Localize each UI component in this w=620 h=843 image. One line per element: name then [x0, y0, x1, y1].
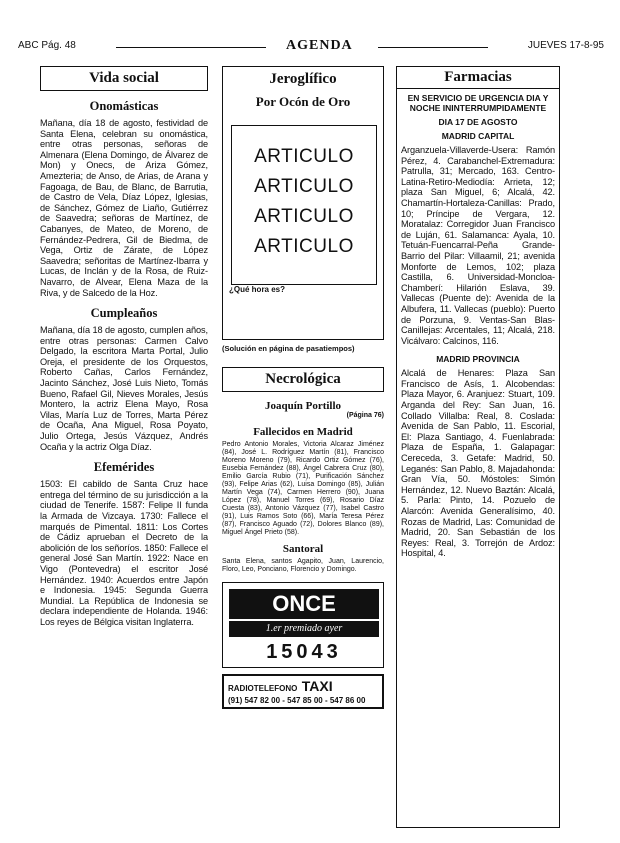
taxi-label: RADIOTELEFONO: [228, 684, 298, 693]
page-number: ABC Pág. 48: [18, 40, 76, 51]
farmacias-service: EN SERVICIO DE URGENCIA DIA Y NOCHE ININTERRUMPIDAMENTE: [407, 93, 549, 113]
middle-column: [222, 66, 384, 796]
onomasticas-title: Onomásticas: [89, 99, 159, 113]
fallecidos-title: Fallecidos en Madrid: [253, 426, 353, 438]
page-header: [18, 38, 604, 54]
jeroglifico-solution-note: (Solución en página de pasatiempos): [222, 344, 355, 353]
cumpleanos-title: Cumpleaños: [90, 306, 158, 321]
necrologica-title: Necrológica: [222, 367, 384, 392]
jeroglifico-byline: Por Ocón de Oro: [255, 94, 351, 109]
once-lottery-box: [222, 582, 384, 668]
onomasticas-text: Mañana, día 18 de agosto, festividad de Santa Elena, celebran su onomástica, entre otras personas, señoras de Almenara (Elena Domingo, de Álvarez de Mon) y Onecs, de Ariza Gómez, Amezteria; de Anso, de Arias, de Arana y Fagoaga, de Bau, de Blanc, de Barrutia, de Castro de Vela, Díaz López, Iglesias, de Sánchez, Gómez de Liaño, Gutiérrez de Saavedra; señoras de Martínez, de Cabanyes, de Mateo, de Moreno, de Fernández-Pedrera, Gil de Biedma, de Vega, Ortiz de Zárate, de López Saavedra; señoritas de Martínez-Ibarra y Lucas, de Inclán y de la Rosa, de Ruiz-Navarro, de Alvear, Elena Maza de la Riva, y de Salcedo de la Hoz.: [40, 118, 208, 298]
taxi-brand: TAXI: [301, 678, 333, 694]
madrid-capital-text: Arganzuela-Villaverde-Usera: Ramón Pérez, 4. Carabanchel-Extremadura: Patrulla, 31; Mercado, 163. Centro-Latina-Retiro-Mediodía: Arrieta, 12; plaza San Miguel, 6; Alcalá, 42. Chamartín-Hortaleza-Canillas: Prado, 10; Príncipe de Vergara, 12. Moratalaz: Corregidor Juan Francisco de Luján, 61. Salamanca: Ayala, 10. Tetuán-Fuencarral-Peña Grande-Barrio del Pilar: Villaamil, 21; avenida Monforte de Lemos, 102; plaza Castilla, 6. Universidad-Moncloa-Chamberí: Hilarión Eslava, 39. Vallecas (Puente de): Avenida de la Albufera, 11. Vallecas (pueblo): Puerto de Porzuna, 9. Ventas-San Blas-Canillejas: Arcentales, 11; Alcalá, 218. Vicálvaro: Calcinos, 116.: [401, 145, 555, 346]
vida-social-title: Vida social: [40, 66, 208, 91]
madrid-capital-title: MADRID CAPITAL: [441, 131, 515, 141]
madrid-provincia-title: MADRID PROVINCIA: [436, 354, 520, 365]
santoral-text: Santa Elena, santos Agapito, Juan, Laurencio, Floro, Leo, Ponciano, Florencio y Domingo.: [222, 558, 384, 573]
farmacias-box: [396, 66, 560, 828]
once-logo: ONCE: [229, 589, 379, 619]
once-subtitle: 1.er premiado ayer: [229, 621, 379, 637]
puzzle-word: ARTICULO: [254, 176, 354, 197]
jeroglifico-question: ¿Qué hora es?: [229, 285, 286, 294]
puzzle-word: ARTICULO: [254, 146, 354, 167]
section-title: AGENDA: [286, 38, 353, 53]
vida-social-column: [40, 66, 208, 806]
issue-date: JUEVES 17-8-95: [527, 40, 604, 51]
santoral-title: Santoral: [282, 543, 324, 555]
taxi-ad: [222, 674, 384, 709]
header-rule-left: [116, 47, 266, 48]
madrid-provincia-text: Alcalá de Henares: Plaza San Francisco de Asís, 1. Alcobendas: Plaza Mayor, 6. Aranjuez: Stuart, 109. Arganda del Rey: San Juan, 16. Collado Villalba: Real, 8. Coslada: Avenida de San Pablo, 11. Escorial, El: Plaza Santiago, 4. Fuenlabrada: Plaza de España, 1. Galapagar: Cereceda, 3. Getafe: Madrid, 50. Leganés: San Pablo, 8. Majadahonda: Gran Vía, 50. Móstoles: Simón Hernández, 12. Nuevo Baztán: Alcalá, 5. Parla: Pinto, 14. Pozuelo de Alarcón: Avenida Generalísimo, 40. Rozas de Madrid, Las: Comunidad de Madrid, 20. San Sebastián de los Reyes: Real, 3. Torrejón de Ardoz: Hospital, 4.: [401, 368, 555, 559]
fallecidos-text: Pedro Antonio Morales, Victoria Alcaraz Jiménez (84), José L. Rodríguez Martín (81), Francisco Moreno Moreno (79), Ricardo Ortiz Gómez (76), Eusebia Fernández (88), Ángel Cabrera Cruz (80), Emilio García Rubio (71), Purificación Sánchez (93), Felipe Arias (62), Luisa Domingo (85), Julián Martín Vega (74), Carmen Herrero (90), Juana López (78), Manuel Torres (69), Rosario Díaz Cuesta (83), Antonio Vázquez (77), Isabel Castro (91), Luis Ramos Soto (66), María Teresa Pérez (87), Francisco Aguado (72), Dolores Blanco (89), Miguel Ángel Prieto (58).: [222, 441, 384, 536]
efemerides-title: Efemérides: [93, 460, 155, 475]
puzzle-word: ARTICULO: [254, 236, 354, 257]
efemerides-text: 1503: El cabildo de Santa Cruz hace entrega del término de su jurisdicción a la ciudad de Tenerife. 1587: Felipe II funda la Armada de Vizcaya. 1730: Fallece el marqués de Pimental. 1811: Los Cortes de Cádiz aprueban el Decreto de la abolición de los señoríos. 1850: Fallece el general José San Martín. 1922: Nace en Vigo (Pontevedra) el escritor José Hernández. 1940: Acuerdos entre Japón e Indonesia. 1945: Segunda Guerra Mundial. La República de Indonesia se declara independiente de Holanda. 1946: Los reyes de Bélgica visitan Inglaterra.: [40, 479, 208, 627]
cumpleanos-text: Mañana, día 18 de agosto, cumplen años, entre otras personas: Carmen Calvo Delgado, la escritora Marta Portal, Julio Oreja, el presidente de los Orquestos, Roberto Cañas, Carlos Fernández, Jacinto Sánchez, José Luis Nieto, Tomás Bueno, Rafael Gil, Nieves Morales, Jesús Montero, la actriz Elena Mayo, Rosa Vilas, María Luz de Torres, Marta Pérez de Ocaña, Ana Miguel, Rosa Poyato, Julio Ortega, Jesús Vázquez, Andrés Ocaña y la actriz Olga Díaz.: [40, 325, 208, 452]
farmacias-column: [396, 66, 560, 836]
once-winning-number: 15043: [266, 641, 342, 663]
necrologica-name: Joaquín Portillo: [264, 400, 342, 412]
farmacias-title: Farmacias: [397, 67, 559, 89]
jeroglifico-puzzle: [231, 125, 377, 285]
jeroglifico-title: Jeroglífico: [269, 71, 337, 87]
necrologica-page: (Página 76): [346, 412, 384, 419]
farmacias-day: DIA 17 DE AGOSTO: [438, 117, 518, 127]
jeroglifico-box: [222, 66, 384, 340]
taxi-phones: (91) 547 82 00 - 547 85 00 - 547 86 00: [228, 696, 366, 705]
header-rule-right: [378, 47, 488, 48]
puzzle-word: ARTICULO: [254, 206, 354, 227]
